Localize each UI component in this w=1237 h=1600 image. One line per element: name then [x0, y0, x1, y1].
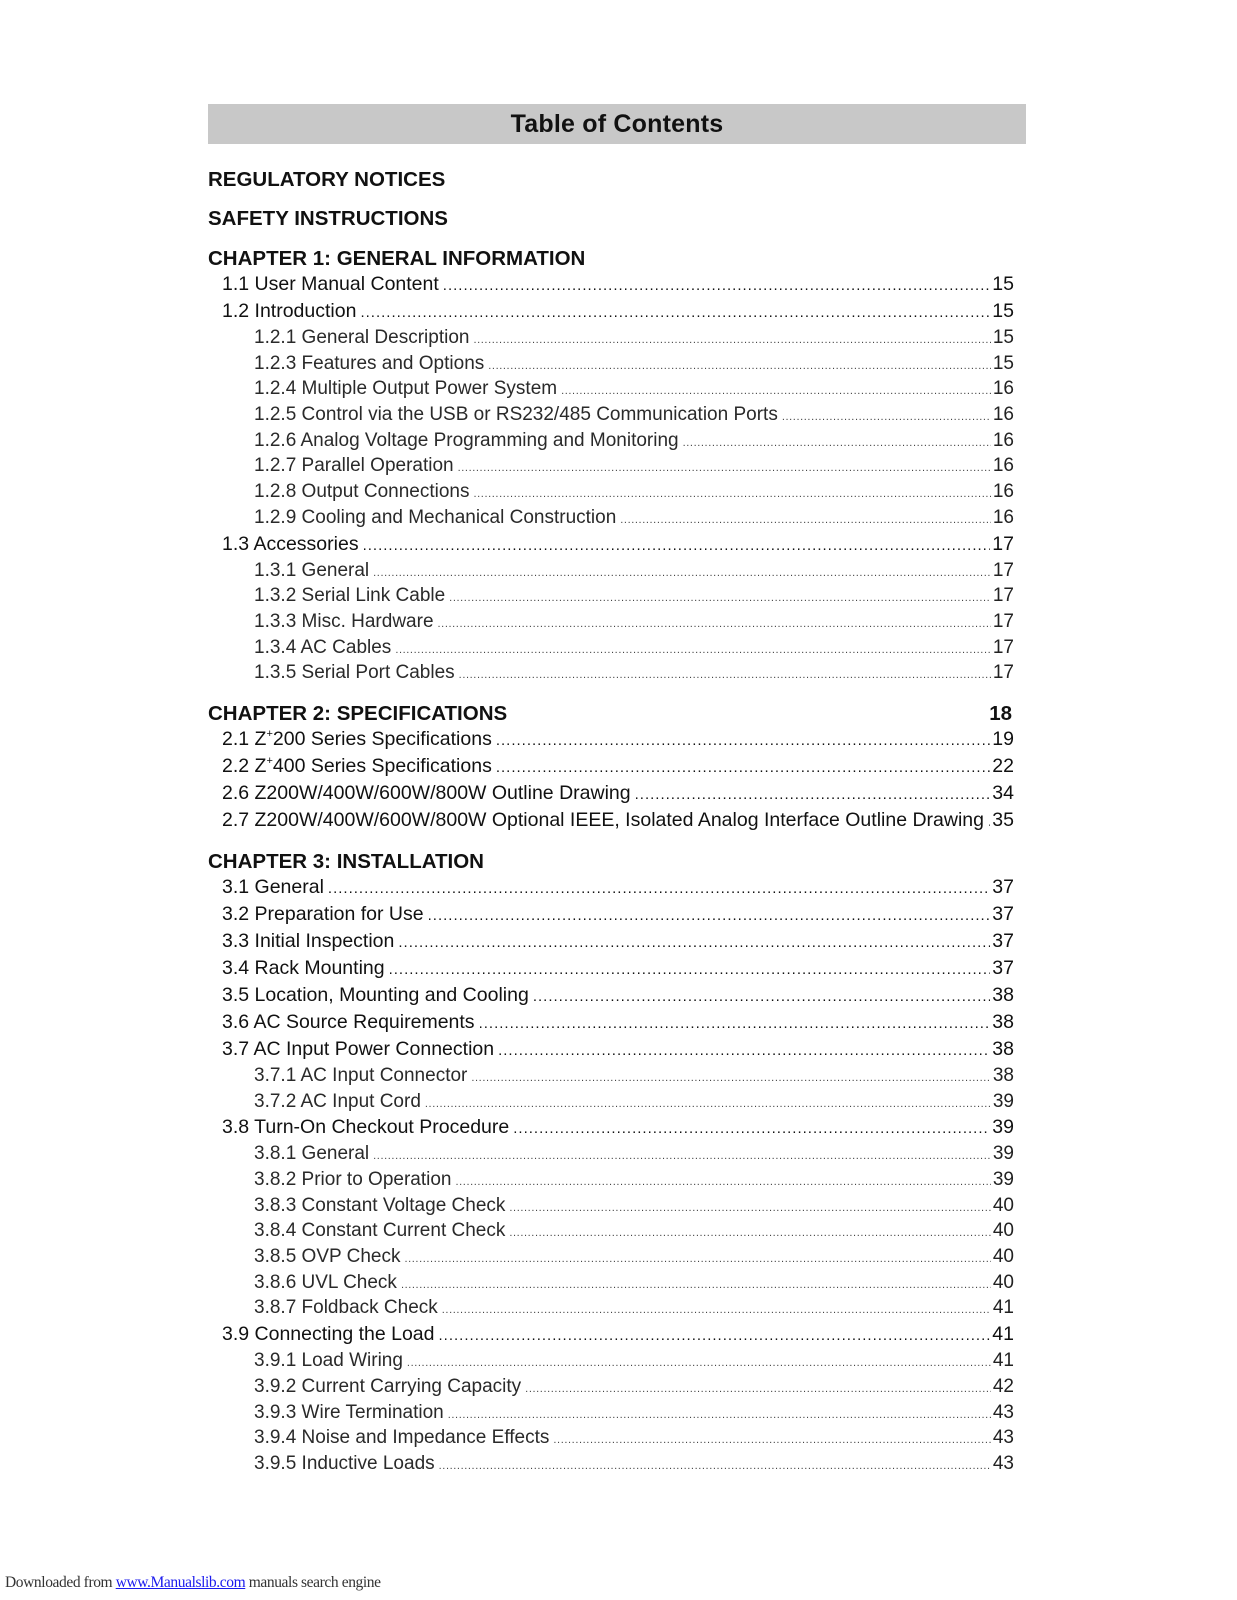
- dot-leader: [496, 727, 990, 753]
- dot-leader: [373, 561, 991, 584]
- toc-entry-label: [254, 1089, 421, 1115]
- toc-page-number: 39: [992, 1116, 1014, 1139]
- toc-entry-text: 1.1 User Manual Content: [222, 273, 439, 295]
- toc-entry[interactable]: [208, 298, 1014, 325]
- toc-entry-label: [254, 1374, 521, 1400]
- dot-leader: [553, 1428, 990, 1451]
- dot-leader: [448, 1403, 991, 1426]
- section-gap: [208, 834, 1014, 850]
- toc-subentry[interactable]: [208, 376, 1014, 402]
- toc-page-number: 16: [992, 404, 1014, 426]
- toc-subentry[interactable]: [208, 660, 1014, 686]
- dot-leader: [496, 754, 990, 780]
- chapter-heading[interactable]: [208, 207, 1014, 231]
- toc-entry-label: [222, 928, 394, 955]
- toc-entry-label: [254, 479, 469, 505]
- toc-entry-label: [254, 1167, 452, 1193]
- toc-entry-text: 3.3 Initial Inspection: [222, 929, 395, 952]
- toc-page-number: 40: [992, 1220, 1014, 1242]
- toc-page-number: 16: [992, 506, 1014, 528]
- toc-entry-text: 2.7 Z200W/400W/600W/800W Optional IEEE, Isolated Analog Interface Outline Drawing: [222, 808, 984, 831]
- manualslib-link[interactable]: www.Manualslib.com: [115, 1574, 246, 1591]
- toc-entry-label: [222, 807, 984, 834]
- toc-page-number: 37: [992, 956, 1014, 979]
- toc-subentry[interactable]: [208, 1400, 1014, 1426]
- toc-page-number: 17: [992, 662, 1014, 684]
- dot-leader: [561, 379, 991, 402]
- chapter-heading-label: CHAPTER 2: SPECIFICATIONS: [208, 701, 508, 725]
- toc-entry-label: [254, 1400, 444, 1426]
- toc-entry-label: [222, 780, 631, 807]
- toc-entry-text: 1.2.8 Output Connections: [254, 481, 470, 503]
- dot-leader: [425, 1092, 991, 1115]
- toc-page-number: 40: [992, 1271, 1014, 1293]
- toc-entry-text: 3.7 AC Input Power Connection: [222, 1037, 495, 1060]
- toc-entry-text: 2.6 Z200W/400W/600W/800W Outline Drawing: [222, 781, 631, 804]
- dot-leader: [456, 1170, 991, 1193]
- chapter-heading[interactable]: [208, 850, 1014, 874]
- toc-entry-text: 1.3.4 AC Cables: [254, 636, 392, 658]
- toc-page-number: 41: [992, 1297, 1014, 1319]
- toc-page-number: 39: [992, 1090, 1014, 1112]
- toc-page-number: 41: [992, 1323, 1014, 1346]
- dot-leader: [988, 808, 990, 834]
- chapter-heading-label: CHAPTER 3: INSTALLATION: [208, 849, 484, 873]
- page-title: Table of Contents: [510, 109, 724, 138]
- toc-page-number: 39: [992, 1169, 1014, 1190]
- toc-entry-label: [254, 1244, 400, 1270]
- toc-subentry[interactable]: [208, 635, 1014, 661]
- toc-subentry[interactable]: [208, 1270, 1014, 1296]
- toc-entry-label: [254, 1063, 467, 1089]
- toc-entry-text: 1.3.2 Serial Link Cable: [254, 585, 446, 607]
- dot-leader: [439, 1454, 991, 1477]
- toc-entry-label: [222, 298, 356, 325]
- toc-entry-text: 3.4 Rack Mounting: [222, 956, 385, 979]
- toc-entry-text: 3.5 Location, Mounting and Cooling: [222, 983, 529, 1006]
- toc-entry-label: [254, 1295, 438, 1321]
- chapter-heading[interactable]: [208, 702, 1014, 726]
- toc-entry-text: 3.8.4 Constant Current Check: [254, 1220, 506, 1242]
- toc-entry-text: 3.8 Turn-On Checkout Procedure: [222, 1116, 510, 1139]
- toc-entry[interactable]: [208, 271, 1014, 298]
- dot-leader: [533, 983, 990, 1009]
- toc-subentry[interactable]: [208, 1141, 1014, 1167]
- toc-entry-text-rest: 200 Series Specifications: [272, 727, 492, 750]
- dot-leader: [782, 405, 991, 428]
- toc-entry-text: 3.7.2 AC Input Cord: [254, 1090, 421, 1112]
- toc-page-number: 43: [992, 1401, 1014, 1423]
- toc-page-number: 41: [992, 1350, 1014, 1372]
- toc-page-number: 15: [992, 352, 1014, 374]
- toc-subentry[interactable]: [208, 1089, 1014, 1115]
- toc-subentry[interactable]: [208, 1374, 1014, 1400]
- toc-entry-label: [254, 402, 778, 428]
- toc-entry-label: [254, 325, 469, 351]
- toc-page-number: 17: [992, 532, 1014, 555]
- toc-entry-text: 1.2.4 Multiple Output Power System: [254, 378, 558, 400]
- toc-page-number: 22: [992, 754, 1014, 777]
- toc-subentry[interactable]: [208, 325, 1014, 351]
- toc-entry[interactable]: [208, 1009, 1014, 1036]
- toc-page-number: 16: [992, 481, 1014, 503]
- dot-leader: [428, 902, 991, 928]
- toc-entry-label: [222, 1036, 494, 1063]
- toc-page-number: 43: [992, 1427, 1014, 1449]
- toc-entry-label: [254, 1451, 435, 1477]
- dot-leader: [442, 1298, 991, 1321]
- download-footer: [5, 1574, 381, 1592]
- toc-entry-text: 1.3.5 Serial Port Cables: [254, 662, 455, 684]
- toc-page-number: 34: [992, 781, 1014, 804]
- toc-entry[interactable]: [208, 1036, 1014, 1063]
- toc-page-number: 19: [992, 727, 1014, 750]
- toc-subentry[interactable]: [208, 351, 1014, 377]
- toc-entry-text: 3.9.1 Load Wiring: [254, 1350, 403, 1372]
- toc-entry[interactable]: [208, 807, 1014, 834]
- toc-entry-label: [222, 874, 324, 901]
- dot-leader: [683, 431, 991, 454]
- toc-entry-label: [254, 505, 616, 531]
- toc-entry[interactable]: [208, 1321, 1014, 1348]
- toc-subentry[interactable]: [208, 453, 1014, 479]
- dot-leader: [620, 508, 991, 531]
- toc-entry[interactable]: [208, 982, 1014, 1009]
- toc-entry-text: 3.9.3 Wire Termination: [254, 1401, 444, 1423]
- toc-subentry[interactable]: [208, 505, 1014, 531]
- toc-entry-text: 2.1 Z: [222, 727, 267, 750]
- toc-subentry[interactable]: [208, 583, 1014, 609]
- footer-prefix: Downloaded from: [5, 1574, 116, 1591]
- dot-leader: [401, 1273, 991, 1296]
- dot-leader: [328, 875, 990, 901]
- toc-entry-text: 3.9 Connecting the Load: [222, 1323, 435, 1346]
- toc-page-number: 37: [992, 875, 1014, 898]
- toc-entry-text: 3.9.4 Noise and Impedance Effects: [254, 1427, 550, 1449]
- dot-leader: [488, 354, 991, 377]
- toc-entry-text: 3.9.2 Current Carrying Capacity: [254, 1375, 522, 1397]
- dot-leader: [525, 1377, 991, 1400]
- toc-page-number: 16: [992, 455, 1014, 477]
- toc-page-number: 40: [992, 1194, 1014, 1216]
- toc-entry-text: 1.2.3 Features and Options: [254, 352, 485, 374]
- chapter-heading-label: CHAPTER 1: GENERAL INFORMATION: [208, 247, 586, 270]
- toc-entry-text: 1.2.7 Parallel Operation: [254, 455, 454, 477]
- superscript-plus: +: [266, 727, 273, 740]
- toc-title-bar: [208, 104, 1026, 144]
- dot-leader: [449, 586, 991, 609]
- toc-entry-label: [222, 726, 492, 753]
- toc-entry[interactable]: [208, 1114, 1014, 1141]
- dot-leader: [407, 1351, 991, 1374]
- chapter-heading-label: SAFETY INSTRUCTIONS: [208, 207, 448, 230]
- dot-leader: [473, 482, 990, 505]
- toc-page-number: 16: [992, 378, 1014, 400]
- dot-leader: [443, 272, 991, 298]
- superscript-plus: +: [266, 754, 273, 767]
- toc-entry-text: 1.2.9 Cooling and Mechanical Construction: [254, 506, 617, 528]
- toc-page-number: 40: [992, 1246, 1014, 1268]
- toc-entry-label: [254, 428, 679, 454]
- toc-entry-label: [254, 1348, 403, 1374]
- dot-leader: [404, 1247, 990, 1270]
- toc-page-number: 17: [992, 585, 1014, 607]
- toc-entry-text: 1.2.1 General Description: [254, 327, 470, 348]
- toc-page-number: 43: [992, 1452, 1014, 1474]
- toc-entry-label: [254, 660, 455, 686]
- toc-subentry[interactable]: [208, 558, 1014, 584]
- dot-leader: [479, 1010, 991, 1036]
- toc-entry-label: [254, 1218, 505, 1244]
- toc-subentry[interactable]: [208, 1063, 1014, 1089]
- toc-subentry[interactable]: [208, 1244, 1014, 1270]
- toc-entry-text: 3.8.7 Foldback Check: [254, 1297, 438, 1319]
- toc-entry-text: 3.7.1 AC Input Connector: [254, 1064, 468, 1086]
- toc-subentry[interactable]: [208, 1295, 1014, 1321]
- table-of-contents: [208, 168, 1014, 1477]
- section-gap: [208, 231, 1014, 247]
- toc-entry[interactable]: [208, 780, 1014, 807]
- toc-page-number: 35: [992, 808, 1014, 831]
- dot-leader: [395, 638, 991, 661]
- toc-subentry[interactable]: [208, 1193, 1014, 1219]
- toc-page-number: 15: [992, 273, 1014, 295]
- toc-entry-text: 3.9.5 Inductive Loads: [254, 1452, 435, 1474]
- toc-entry-text-rest: 400 Series Specifications: [272, 754, 492, 777]
- toc-entry-label: [254, 583, 445, 609]
- toc-page-number: 15: [992, 327, 1014, 348]
- dot-leader: [458, 456, 991, 479]
- toc-page-number: 17: [992, 610, 1014, 632]
- toc-page-number: 37: [992, 929, 1014, 952]
- chapter-heading[interactable]: [208, 247, 1014, 271]
- toc-page-number: 38: [992, 1010, 1014, 1033]
- toc-subentry[interactable]: [208, 1218, 1014, 1244]
- toc-entry-label: [254, 609, 434, 635]
- toc-entry[interactable]: [208, 955, 1014, 982]
- toc-subentry[interactable]: [208, 609, 1014, 635]
- toc-entry-label: [254, 558, 369, 584]
- toc-page-number: 17: [992, 559, 1014, 581]
- toc-page-number: 39: [992, 1143, 1014, 1165]
- toc-entry[interactable]: [208, 928, 1014, 955]
- toc-page-number: 38: [992, 983, 1014, 1006]
- dot-leader: [635, 781, 991, 807]
- toc-entry-label: [222, 271, 439, 298]
- toc-entry[interactable]: [208, 901, 1014, 928]
- section-gap: [208, 192, 1014, 207]
- toc-subentry[interactable]: [208, 1451, 1014, 1477]
- toc-page-number: 37: [992, 902, 1014, 925]
- toc-entry-label: [222, 753, 492, 780]
- toc-entry-label: [222, 901, 424, 928]
- toc-entry-label: [254, 376, 557, 402]
- toc-entry-label: [254, 351, 484, 377]
- footer-suffix: manuals search engine: [245, 1574, 381, 1591]
- chapter-heading-label: REGULATORY NOTICES: [208, 168, 446, 191]
- toc-page-number: 16: [992, 429, 1014, 451]
- toc-entry-text: 3.8.6 UVL Check: [254, 1271, 397, 1293]
- toc-entry-text: 2.2 Z: [222, 754, 267, 777]
- dot-leader: [509, 1196, 990, 1219]
- toc-entry-text: 1.2.5 Control via the USB or RS232/485 Communication Ports: [254, 404, 778, 426]
- dot-leader: [398, 929, 990, 955]
- dot-leader: [439, 1322, 991, 1348]
- toc-entry-label: [254, 1425, 549, 1451]
- toc-entry-label: [222, 531, 359, 558]
- chapter-heading[interactable]: [208, 168, 1014, 192]
- toc-page-number: 17: [992, 636, 1014, 658]
- toc-entry-text: 3.8.3 Constant Voltage Check: [254, 1194, 506, 1216]
- dot-leader: [498, 1037, 990, 1063]
- dot-leader: [373, 1144, 991, 1167]
- toc-page-number: 15: [992, 300, 1014, 322]
- toc-entry-text: 3.2 Preparation for Use: [222, 902, 424, 925]
- toc-entry-label: [254, 453, 454, 479]
- toc-entry-text: 3.8.1 General: [254, 1143, 370, 1165]
- toc-page-number: 38: [992, 1064, 1014, 1086]
- toc-entry-text: 1.2.6 Analog Voltage Programming and Monitoring: [254, 429, 679, 451]
- toc-entry-text: 3.1 General: [222, 875, 324, 898]
- toc-entry-text: 1.3.1 General: [254, 559, 370, 581]
- dot-leader: [360, 299, 990, 325]
- toc-entry[interactable]: [208, 531, 1014, 558]
- dot-leader: [513, 1115, 990, 1141]
- toc-entry-label: [254, 1193, 505, 1219]
- toc-entry-text: 3.8.5 OVP Check: [254, 1246, 401, 1268]
- toc-entry-label: [254, 635, 391, 661]
- dot-leader: [473, 328, 990, 351]
- toc-entry[interactable]: [208, 726, 1014, 753]
- toc-entry[interactable]: [208, 874, 1014, 901]
- toc-entry-text: 3.8.2 Prior to Operation: [254, 1169, 452, 1190]
- toc-entry-text: 3.6 AC Source Requirements: [222, 1010, 475, 1033]
- toc-entry-text: 1.3.3 Misc. Hardware: [254, 610, 434, 632]
- toc-subentry[interactable]: [208, 1348, 1014, 1374]
- toc-entry-label: [222, 1009, 475, 1036]
- chapter-heading-page: 18: [989, 701, 1012, 725]
- dot-leader: [438, 612, 991, 635]
- toc-entry-label: [222, 955, 385, 982]
- toc-entry-label: [254, 1270, 397, 1296]
- toc-entry-label: [254, 1141, 369, 1167]
- dot-leader: [389, 956, 991, 982]
- dot-leader: [363, 532, 991, 558]
- toc-subentry[interactable]: [208, 428, 1014, 454]
- dot-leader: [459, 663, 991, 686]
- section-gap: [208, 686, 1014, 702]
- toc-entry-text: 1.2 Introduction: [222, 300, 357, 322]
- toc-entry-label: [222, 1114, 509, 1141]
- toc-subentry[interactable]: [208, 402, 1014, 428]
- toc-subentry[interactable]: [208, 1425, 1014, 1451]
- toc-subentry[interactable]: [208, 479, 1014, 505]
- toc-entry-label: [222, 982, 529, 1009]
- toc-entry-text: 1.3 Accessories: [222, 532, 359, 555]
- dot-leader: [509, 1221, 991, 1244]
- toc-entry-label: [222, 1321, 435, 1348]
- toc-page-number: 38: [992, 1037, 1014, 1060]
- dot-leader: [471, 1066, 990, 1089]
- toc-page-number: 42: [992, 1375, 1014, 1397]
- toc-entry[interactable]: [208, 753, 1014, 780]
- toc-subentry[interactable]: [208, 1167, 1014, 1193]
